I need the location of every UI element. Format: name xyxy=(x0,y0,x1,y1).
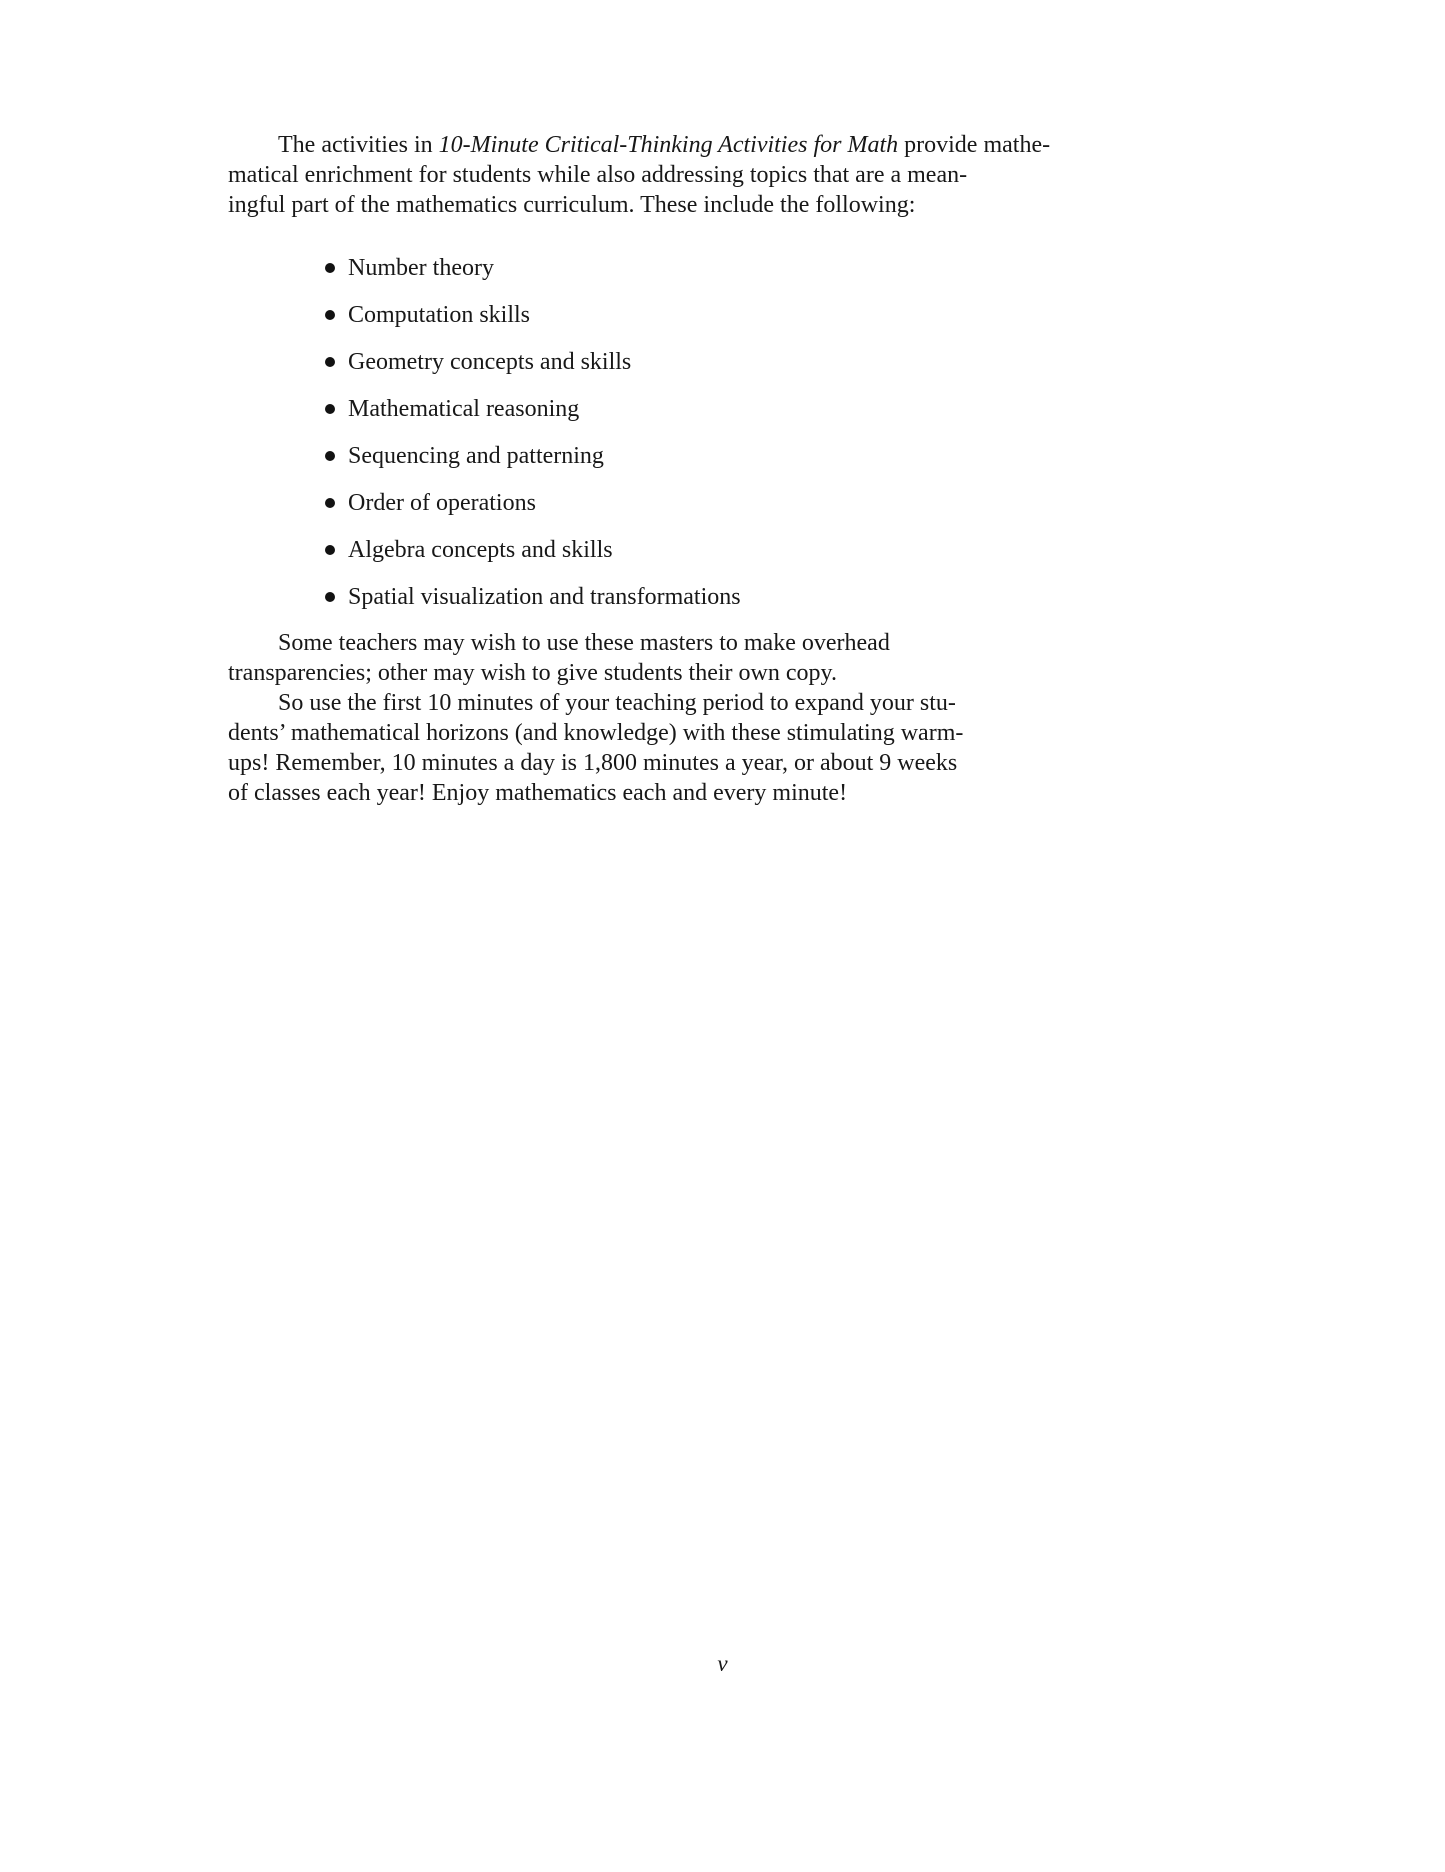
closing-paragraph xyxy=(228,688,1068,808)
list-item xyxy=(325,291,1068,338)
list-item xyxy=(325,479,1068,526)
list-item xyxy=(325,432,1068,479)
topic-label: Algebra concepts and skills xyxy=(348,536,613,563)
list-item xyxy=(325,385,1068,432)
list-item xyxy=(325,573,1068,620)
list-item xyxy=(325,338,1068,385)
topic-label: Number theory xyxy=(348,254,494,281)
topic-label: Order of operations xyxy=(348,489,536,516)
text-line: dents’ mathematical horizons (and knowledge) with these stimulating warm- xyxy=(228,720,964,746)
bullet-icon xyxy=(325,451,335,461)
intro-line1-pre: The activities in xyxy=(278,132,439,158)
bullet-icon xyxy=(325,404,335,414)
text-line: So use the first 10 minutes of your teaching period to expand your stu- xyxy=(278,690,956,716)
topic-label: Mathematical reasoning xyxy=(348,395,580,422)
list-item xyxy=(325,244,1068,291)
intro-paragraph xyxy=(228,130,1068,220)
page-content xyxy=(228,130,1068,808)
text-line: of classes each year! Enjoy mathematics each and every minute! xyxy=(228,780,848,806)
bullet-icon xyxy=(325,498,335,508)
topic-label: Geometry concepts and skills xyxy=(348,348,632,375)
text-line: Some teachers may wish to use these masters to make overhead xyxy=(278,630,890,656)
bullet-icon xyxy=(325,263,335,273)
bullet-icon xyxy=(325,545,335,555)
topics-list xyxy=(228,244,1068,620)
text-line: ingful part of the mathematics curriculum. These include the following: xyxy=(228,192,916,218)
topic-label: Sequencing and patterning xyxy=(348,442,604,469)
overhead-paragraph xyxy=(228,628,1068,688)
book-title-italic: 10-Minute Critical-Thinking Activities for Math xyxy=(438,132,899,158)
topic-label: Computation skills xyxy=(348,301,531,328)
page-number: v xyxy=(717,1651,728,1676)
topic-label: Spatial visualization and transformations xyxy=(348,583,741,610)
bullet-icon xyxy=(325,357,335,367)
intro-line1-post: provide mathe- xyxy=(898,132,1051,158)
text-line: matical enrichment for students while also addressing topics that are a mean- xyxy=(228,162,968,188)
text-line xyxy=(228,130,1068,160)
bullet-icon xyxy=(325,592,335,602)
bullet-icon xyxy=(325,310,335,320)
text-line: ups! Remember, 10 minutes a day is 1,800 minutes a year, or about 9 weeks xyxy=(228,750,958,776)
list-item xyxy=(325,526,1068,573)
text-line: transparencies; other may wish to give students their own copy. xyxy=(228,660,837,686)
